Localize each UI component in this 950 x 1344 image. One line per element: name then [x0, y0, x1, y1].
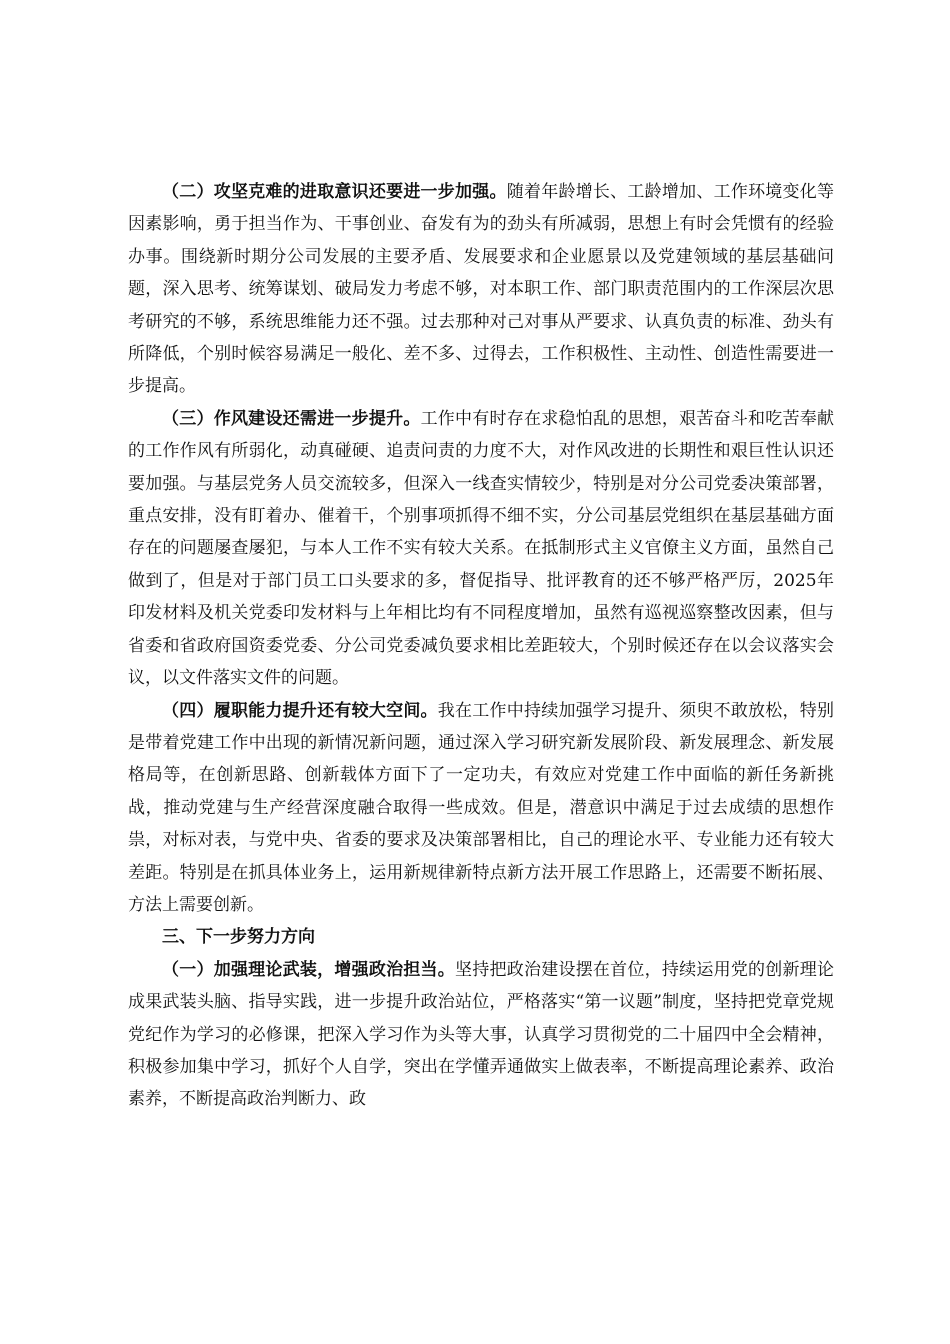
paragraph-2-body: 随着年龄增长、工龄增加、工作环境变化等因素影响，勇于担当作为、干事创业、奋发有为的劲头有所减弱，思想上有时会凭惯有的经验办事。围绕新时期分公司发展的主要矛盾、发展要求和企业愿景以及党建领域的基层基础问题，深入思考、统筹谋划、破局发力考虑不够，对本职工作、部门职责范围内的工作深层次思考研究的不够，系统思维能力还不强。过去那种对己对事从严要求、认真负责的标准、劲头有所降低，个别时候容易满足一般化、差不多、过得去，工作积极性、主动性、创造性需要进一步提高。	[128, 182, 835, 397]
paragraph-3-lead: （三）作风建设还需进一步提升。	[162, 408, 421, 429]
section-heading: 三、下一步努力方向	[162, 927, 315, 948]
paragraph-3	[128, 403, 834, 695]
document-body	[128, 176, 834, 1116]
paragraph-2-lead: （二）攻坚克难的进取意识还要进一步加强。	[162, 182, 507, 202]
paragraph-2	[128, 176, 834, 403]
paragraph-4-body: 我在工作中持续加强学习提升、须臾不敢放松，特别是带着党建工作中出现的新情况新问题，通过深入学习研究新发展阶段、新发展理念、新发展格局等，在创新思路、创新载体方面下了一定功夫，有效应对党建工作中面临的新任务新挑战，推动党建与生产经营深度融合取得一些成效。但是，潜意识中满足于过去成绩的思想作祟，对标对表，与党中央、省委的要求及决策部署相比，自己的理论水平、专业能力还有较大差距。特别是在抓具体业务上，运用新规律新特点新方法开展工作思路上，还需要不断拓展、方法上需要创新。	[128, 700, 835, 915]
paragraph-4	[128, 695, 834, 922]
paragraph-next-1-body: 坚持把政治建设摆在首位，持续运用党的创新理论成果武装头脑、指导实践，进一步提升政治站位，严格落实“第一议题”制度，坚持把党章党规党纪作为学习的必修课，把深入学习作为头等大事，认真学习贯彻党的二十届四中全会精神，积极参加集中学习，抓好个人自学，突出在学懂弄通做实上做表率，不断提高理论素养、政治素养，不断提高政治判断力、政	[128, 959, 835, 1110]
paragraph-3-body: 工作中有时存在求稳怕乱的思想，艰苦奋斗和吃苦奉献的工作作风有所弱化，动真碰硬、追责问责的力度不大，对作风改进的长期性和艰巨性认识还要加强。与基层党务人员交流较多，但深入一线查实情较少，特别是对分公司党委决策部署，重点安排，没有盯着办、催着干，个别事项抓得不细不实，分公司基层党组织在基层基础方面存在的问题屡查屡犯，与本人工作不实有较大关系。在抵制形式主义官僚主义方面，虽然自己做到了，但是对于部门员工口头要求的多，督促指导、批评教育的还不够严格严厉，2025年印发材料及机关党委印发材料与上年相比均有不同程度增加，虽然有巡视巡察整改因素，但与省委和省政府国资委党委、分公司党委减负要求相比差距较大，个别时候还存在以会议落实会议，以文件落实文件的问题。	[128, 408, 835, 689]
paragraph-next-1	[128, 954, 834, 1116]
paragraph-4-lead: （四）履职能力提升还有较大空间。	[162, 700, 438, 721]
paragraph-next-1-lead: （一）加强理论武装，增强政治担当。	[162, 959, 456, 980]
